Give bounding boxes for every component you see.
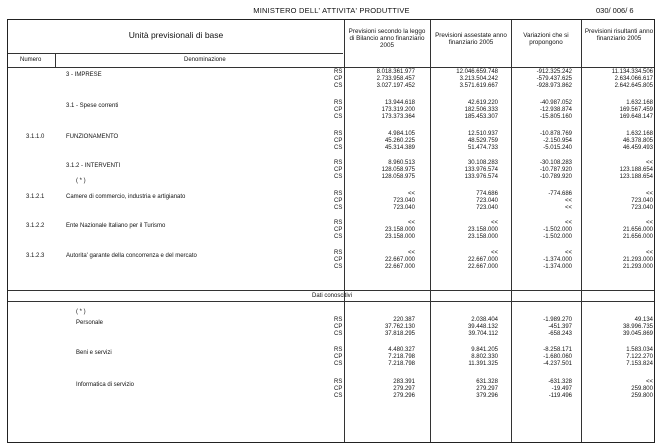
value-risultanti: 123.188.654 [619, 167, 653, 173]
divider [8, 301, 654, 302]
value-legge-bilancio: 4.480.327 [388, 347, 415, 353]
row-code: CS [334, 331, 343, 337]
value-assestate: 182.506.333 [464, 107, 498, 113]
value-variazioni: -631.328 [548, 379, 572, 385]
col-header-variazioni: Variazioni che si propongono [523, 32, 569, 47]
value-variazioni: -912.325.242 [536, 69, 572, 75]
row-code: RS [334, 317, 343, 323]
value-risultanti: 169.648.147 [619, 114, 653, 120]
value-assestate: 774.686 [476, 191, 498, 197]
value-variazioni: -451.397 [548, 324, 572, 330]
row-denomination: Beni e servizi [76, 350, 112, 356]
row-code: CP [334, 198, 343, 204]
value-legge-bilancio: 45.260.225 [384, 138, 415, 144]
value-variazioni: -30.108.283 [539, 160, 572, 166]
value-variazioni: -1.680.060 [543, 354, 572, 360]
divider [8, 67, 654, 68]
col-header-legge-bilancio: Previsioni secondo la leggo di Bilancio anno finanziario 2005 [348, 28, 426, 50]
value-variazioni: << [564, 250, 572, 256]
value-risultanti: 123.188.654 [619, 174, 653, 180]
value-assestate: 3.213.504.242 [459, 76, 498, 82]
note-mark: ( * ) [76, 309, 86, 315]
col-header-risultanti: Previsioni risultanti anno finanziario 2005 [584, 28, 654, 43]
value-legge-bilancio: 173.319.200 [381, 107, 415, 113]
value-risultanti: 1.583.034 [626, 347, 653, 353]
value-assestate: 631.328 [476, 379, 498, 385]
value-assestate: 39.448.132 [467, 324, 498, 330]
value-legge-bilancio: 22.667.000 [384, 264, 415, 270]
row-code: CP [334, 138, 343, 144]
value-assestate: 379.296 [476, 393, 498, 399]
value-risultanti: 21.293.000 [622, 257, 653, 263]
row-code: CS [334, 264, 343, 270]
value-assestate: 39.704.112 [468, 331, 498, 337]
value-variazioni: -10.787.920 [539, 167, 572, 173]
value-assestate: 23.158.000 [467, 227, 498, 233]
value-risultanti: 259.800 [631, 386, 653, 392]
value-legge-bilancio: 128.058.975 [381, 167, 415, 173]
row-code: CS [334, 114, 343, 120]
value-risultanti: 2.634.066.617 [614, 76, 653, 82]
value-assestate: 185.453.307 [464, 114, 498, 120]
value-assestate: 279.297 [476, 386, 498, 392]
value-variazioni: -774.686 [548, 191, 572, 197]
value-risultanti: << [645, 160, 653, 166]
divider [344, 20, 345, 442]
value-assestate: 723.040 [476, 198, 498, 204]
divider [8, 290, 654, 291]
value-variazioni: << [564, 220, 572, 226]
value-variazioni: -19.497 [551, 386, 572, 392]
value-assestate: 42.619.220 [467, 100, 498, 106]
row-code: CP [334, 257, 343, 263]
value-assestate: 133.976.574 [464, 174, 498, 180]
value-risultanti: 7.153.824 [626, 361, 653, 367]
row-code: CS [334, 393, 343, 399]
value-risultanti: 46.378.805 [622, 138, 653, 144]
value-risultanti: 39.045.869 [622, 331, 653, 337]
value-variazioni: -4.237.501 [543, 361, 572, 367]
row-code: RS [334, 100, 343, 106]
value-legge-bilancio: 8.018.361.977 [376, 69, 415, 75]
value-risultanti: << [645, 379, 653, 385]
value-risultanti: 1.632.168 [626, 131, 653, 137]
value-risultanti: 723.040 [631, 205, 653, 211]
row-number: 3.1.2.2 [26, 223, 45, 229]
col-header-assestate: Previsioni assestate anno finanziario 2005 [435, 32, 507, 47]
value-legge-bilancio: 173.373.364 [381, 114, 415, 120]
value-assestate: 22.667.000 [467, 257, 498, 263]
value-risultanti: << [645, 220, 653, 226]
value-legge-bilancio: 7.218.798 [388, 361, 415, 367]
page-code: 030/ 006/ 6 [596, 6, 634, 15]
budget-table [7, 19, 655, 443]
value-legge-bilancio: 220.387 [393, 317, 415, 323]
value-variazioni: -658.243 [548, 331, 572, 337]
value-assestate: 12.046.659.748 [456, 69, 498, 75]
value-legge-bilancio: 23.158.000 [384, 234, 415, 240]
value-assestate: 22.667.000 [467, 264, 498, 270]
row-denomination: Informatica di servizio [76, 382, 135, 388]
row-denomination: Personale [76, 320, 104, 326]
row-code: CS [334, 205, 343, 211]
value-risultanti: 21.293.000 [622, 264, 653, 270]
divider [8, 53, 343, 54]
value-risultanti: 21.656.000 [622, 227, 653, 233]
value-risultanti: 7.122.270 [626, 354, 653, 360]
value-assestate: 2.038.404 [471, 317, 498, 323]
row-number: 3.1.1.0 [26, 134, 45, 140]
value-assestate: 133.976.574 [464, 167, 498, 173]
value-assestate: 723.040 [476, 205, 498, 211]
row-code: CP [334, 227, 343, 233]
value-legge-bilancio: 279.297 [393, 386, 415, 392]
value-assestate: 9.841.205 [471, 347, 498, 353]
row-code: RS [334, 379, 343, 385]
value-variazioni: -15.805.160 [539, 114, 572, 120]
value-legge-bilancio: 4.984.105 [388, 131, 415, 137]
divider [511, 20, 512, 442]
value-variazioni: -2.150.954 [543, 138, 572, 144]
row-denomination: Autorita' garante della concorrenza e del mercato [66, 253, 197, 259]
value-risultanti: 723.040 [631, 198, 653, 204]
value-variazioni: -10.789.920 [539, 174, 572, 180]
value-assestate: 51.474.733 [467, 145, 498, 151]
value-assestate: 8.802.330 [471, 354, 498, 360]
value-risultanti: 21.656.000 [622, 234, 653, 240]
value-risultanti: 169.567.459 [619, 107, 653, 113]
value-risultanti: << [645, 250, 653, 256]
row-code: CS [334, 174, 343, 180]
row-denomination: 3.1 - Spese correnti [66, 103, 119, 109]
value-assestate: 12.510.937 [467, 131, 498, 137]
value-legge-bilancio: 37.762.130 [384, 324, 415, 330]
row-code: CP [334, 354, 343, 360]
value-variazioni: -5.015.240 [543, 145, 572, 151]
value-variazioni: -1.502.000 [543, 227, 572, 233]
value-assestate: 11.391.325 [468, 361, 498, 367]
value-risultanti: 38.996.735 [622, 324, 653, 330]
value-assestate: 23.158.000 [467, 234, 498, 240]
row-code: RS [334, 69, 343, 75]
value-risultanti: 46.459.493 [622, 145, 653, 151]
row-denomination: FUNZIONAMENTO [66, 134, 119, 140]
value-legge-bilancio: 7.218.798 [388, 354, 415, 360]
value-variazioni: -1.374.000 [543, 264, 572, 270]
value-variazioni: -1.502.000 [543, 234, 572, 240]
value-variazioni: << [564, 198, 572, 204]
divider [55, 53, 56, 67]
value-variazioni: -119.496 [548, 393, 572, 399]
dati-conoscitivi-title: Dati conoscitivi [311, 293, 352, 299]
denominazione-header: Denominazione [184, 57, 226, 63]
value-variazioni: -1.374.000 [543, 257, 572, 263]
value-risultanti: 2.642.645.805 [614, 83, 653, 89]
divider [581, 20, 582, 442]
value-assestate: 48.529.759 [467, 138, 498, 144]
value-risultanti: 49.134 [634, 317, 653, 323]
value-variazioni: << [564, 205, 572, 211]
value-risultanti: 1.632.168 [626, 100, 653, 106]
row-code: CP [334, 76, 343, 82]
value-variazioni: -579.437.625 [536, 76, 572, 82]
value-variazioni: -12.938.874 [539, 107, 572, 113]
value-legge-bilancio: 37.818.295 [384, 331, 415, 337]
row-number: 3.1.2.1 [26, 194, 45, 200]
numero-header: Numero [20, 57, 42, 63]
row-denomination: Ente Nazionale Italiano per il Turismo [66, 223, 166, 229]
unit-title: Unità previsionali di base [128, 30, 224, 40]
value-risultanti: << [645, 191, 653, 197]
value-variazioni: -40.987.052 [539, 100, 572, 106]
row-code: CS [334, 83, 343, 89]
row-code: RS [334, 220, 343, 226]
row-code: CP [334, 167, 343, 173]
value-variazioni: -10.878.769 [539, 131, 572, 137]
value-variazioni: -8.258.171 [543, 347, 572, 353]
row-code: CS [334, 145, 343, 151]
value-assestate: << [490, 220, 498, 226]
value-assestate: 3.571.619.667 [459, 83, 498, 89]
row-code: RS [334, 347, 343, 353]
row-code: CP [334, 324, 343, 330]
value-legge-bilancio: 3.027.197.452 [376, 83, 415, 89]
value-variazioni: -928.973.862 [536, 83, 572, 89]
value-risultanti: 259.800 [631, 393, 653, 399]
value-legge-bilancio: 45.314.389 [384, 145, 415, 151]
row-denomination: 3 - IMPRESE [66, 72, 102, 78]
value-legge-bilancio: 723.040 [393, 198, 415, 204]
value-variazioni: -1.989.270 [543, 317, 572, 323]
value-legge-bilancio: 8.960.513 [388, 160, 415, 166]
row-code: CP [334, 386, 343, 392]
value-legge-bilancio: 723.040 [393, 205, 415, 211]
value-legge-bilancio: 23.158.000 [384, 227, 415, 233]
value-legge-bilancio: 2.733.958.457 [376, 76, 415, 82]
row-denomination: 3.1.2 - INTERVENTI [66, 163, 121, 169]
row-code: RS [334, 191, 343, 197]
value-legge-bilancio: 128.058.975 [381, 174, 415, 180]
page-header-title: MINISTERO DELL' ATTIVITA' PRODUTTIVE [253, 6, 410, 15]
note-mark: ( * ) [76, 178, 86, 184]
value-assestate: << [490, 250, 498, 256]
row-denomination: Camere di commercio, industria e artigianato [66, 194, 186, 200]
row-code: CS [334, 234, 343, 240]
value-risultanti: 11.134.334.506 [611, 69, 653, 75]
value-legge-bilancio: << [407, 220, 415, 226]
value-legge-bilancio: << [407, 250, 415, 256]
row-code: RS [334, 160, 343, 166]
row-code: RS [334, 250, 343, 256]
value-legge-bilancio: 283.391 [393, 379, 415, 385]
value-legge-bilancio: 13.944.618 [384, 100, 415, 106]
value-legge-bilancio: 22.667.000 [384, 257, 415, 263]
value-legge-bilancio: << [407, 191, 415, 197]
value-legge-bilancio: 279.296 [393, 393, 415, 399]
row-number: 3.1.2.3 [26, 253, 45, 259]
row-code: CP [334, 107, 343, 113]
row-code: CS [334, 361, 343, 367]
divider [430, 20, 431, 442]
row-code: RS [334, 131, 343, 137]
value-assestate: 30.108.283 [467, 160, 498, 166]
